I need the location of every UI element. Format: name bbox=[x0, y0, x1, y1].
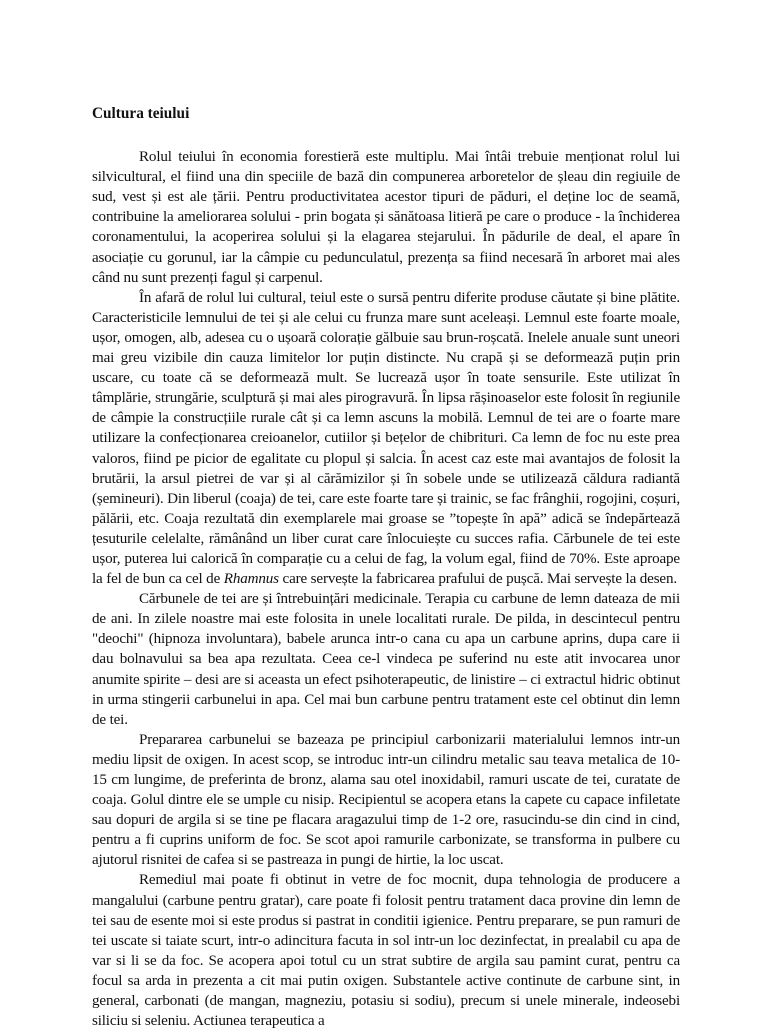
paragraph-2-italic-term: Rhamnus bbox=[223, 571, 279, 588]
paragraph-2-text-end: care servește la fabricarea prafului de pușcă. Mai servește la desen. bbox=[278, 571, 677, 588]
page-title: Cultura teiului bbox=[92, 105, 190, 122]
paragraph-5: Remediul mai poate fi obtinut in vetre de foc mocnit, dupa tehnologia de producere a mangalului (carbune pentru gratar), care poate fi folosit pentru tratament daca provine din lemn de tei sau de esente moi si este produs si pastrat in conditii igienice. Pentru preparare, se pun ramuri de tei uscate si taiate scurt, intr-o adincitura facuta in sol intr-un loc dezinfectat, in prealabil cu apa de var si li se da foc. Se acopera apoi totul cu un strat subtire de argila sau pamint curat, pentru ca focul sa arda in prezenta a cit mai putin oxigen. Substantele active continute de carbune sint, in general, carbonati (de mangan, magneziu, potasiu si sodiu), precum si unele minerale, indeosebi siliciu si seleniu. Actiunea terapeutica a bbox=[92, 872, 680, 1030]
paragraph-2 bbox=[92, 288, 680, 589]
paragraph-4: Prepararea carbunelui se bazeaza pe principiul carbonizarii materialului lemnos intr-un mediu lipsit de oxigen. In acest scop, se introduc intr-un cilindru metalic sau teava metalica de 10-15 cm lungime, de preferinta de bronz, alama sau otel inoxidabil, ramuri uscate de tei, curatate de coaja. Golul dintre ele se umple cu nisip. Recipientul se acopera etans la capete cu capace infiletate sau dopuri de argila si se tine pe flacara aragazului timp de 1-2 ore, rasucindu-se din cind in cind, pentru a fi cuprins uniform de foc. Se scot apoi ramurile carbonizate, se transforma in pulbere cu ajutorul risnitei de cafea si se pastreaza in pungi de hirtie, la loc uscat. bbox=[92, 731, 680, 869]
document-page bbox=[92, 104, 680, 1031]
paragraph-1: Rolul teiului în economia forestieră este multiplu. Mai întâi trebuie menționat rolul lui silvicultural, el fiind una din speciile de bază din compunerea arboretelor de șleau din regiuile de sud, vest și est ale țării. Pentru productivitatea acestor tipuri de păduri, el deține loc de seamă, contribuine la ameliorarea solului - prin bogata și sănătoasa litieră pe care o produce - la închiderea coronamentului, la acoperirea solului și la elagarea stejarului. În pădurile de deal, el apare în asociație cu gorunul, iar la câmpie cu pedunculatul, prezența sa fiind necesară în arboret mai ales când nu sunt prezenți fagul și carpenul. bbox=[92, 149, 680, 286]
paragraph-2-text-start: În afară de rolul lui cultural, teiul este o sursă pentru diferite produse căutate și bine plătite. Caracteristicile lemnului de tei și ale celui cu frunza mare sunt aceleași. Lemnul este foarte moale, ușor, omogen, alb, adesea cu o ușoară colorație gălbuie sau brun-roșcată. Inelele anuale sunt uneori mai greu vizibile din cauza limitelor lor puțin distincte. Nu crapă și se deformează puțin prin uscare, cu toate că se deformează mult. Se lucrează ușor în toate sensurile. Este utilizat în tâmplărie, strungărie, sculptură și mai ales pirogravură. În lipsa rășinoaselor este folosit în regiunile de câmpie la construcțiile rurale cât și ca lemn ascuns la mobilă. Lemnul de tei are o foarte mare utilizare la confecționarea creioanelor, cutiilor și bețelor de chibrituri. Ca lemn de foc nu este prea valoros, fiind pe picior de egalitate cu plopul și salcia. În acest caz este mai avantajos de folosit la brutării, la arsul pietrei de var și al cărămizilor și în sobele unde se utilizează căldura radiantă (șemineuri). Din liberul (coaja) de tei, care este foarte tare și trainic, se fac frânghii, rogojini, coșuri, pălării, etc. Coaja rezultată din exemplarele mai groase se ”topește în apă” adică se îndepărtează țesuturile celelalte, rămânând un liber curat care înlocuiește cu succes rafia. Cărbunele de tei este ușor, puterea lui calorică în comparație cu a celui de fag, la volum egal, fiind de 70%. Este aproape la fel de bun ca cel de bbox=[92, 289, 680, 588]
paragraph-3: Cărbunele de tei are și întrebuințări medicinale. Terapia cu carbune de lemn dateaza de mii de ani. In zilele noastre mai este folosita in unele localitati rurale. De pilda, in descintecul pentru "deochi" (hipnoza involuntara), babele arunca intr-o cana cu apa un carbune aprins, dupa care ii dau bolnavului sa bea apa rezultata. Ceea ce-l vindeca pe suferind nu este atit invocarea unor anumite spirite – desi are si aceasta un efect psihoterapeutic, de linistire – ci extractul hidric obtinut in urma stingerii carbunelui in apa. Cel mai bun carbune pentru tratament este cel obtinut din lemn de tei. bbox=[92, 591, 680, 728]
